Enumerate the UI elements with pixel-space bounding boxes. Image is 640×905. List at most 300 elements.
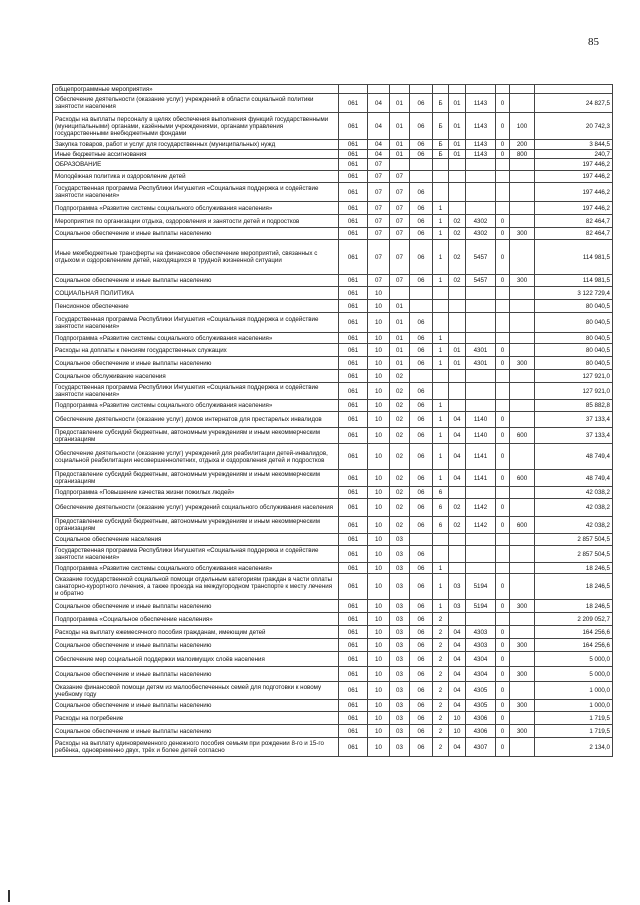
code-extra-cell: 0 [496, 626, 510, 639]
code-program-cell: 06 [410, 412, 433, 428]
code-expense-type-cell [510, 333, 535, 344]
row-name-cell: Социальное обеспечение и иные выплаты населению [53, 357, 339, 370]
table-row [53, 546, 613, 563]
code-subsection-cell: 02 [390, 499, 410, 517]
code-measure-cell [449, 400, 466, 412]
code-measure-cell: 01 [449, 150, 466, 159]
code-measure-cell: 02 [449, 517, 466, 534]
row-name-cell: Расходы на выплату ежемесячного пособия гражданам, имеющим детей [53, 626, 339, 639]
code-extra-cell: 0 [496, 470, 510, 487]
amount-cell: 3 122 729,4 [535, 287, 613, 300]
code-section-cell: 10 [368, 333, 390, 344]
code-expense-type-cell [510, 563, 535, 574]
code-extra-cell: 0 [496, 738, 510, 757]
row-name-cell: Молодёжная политика и оздоровление детей [53, 171, 339, 183]
code-expense-type-cell [510, 159, 535, 171]
code-expense-type-cell [510, 383, 535, 400]
code-subsection-cell: 03 [390, 626, 410, 639]
code-program-cell: 06 [410, 725, 433, 738]
code-measure-cell [449, 171, 466, 183]
table-row [53, 574, 613, 600]
code-measure-cell [449, 534, 466, 546]
code-section-cell: 07 [368, 159, 390, 171]
code-extra-cell [496, 183, 510, 202]
table-row [53, 113, 613, 140]
code-measure-cell: 04 [449, 444, 466, 470]
code-section-cell: 07 [368, 171, 390, 183]
code-subsection-cell: 03 [390, 712, 410, 725]
code-subprogram-cell: 2 [433, 738, 449, 757]
code-measure-cell [449, 313, 466, 333]
row-name-cell: Предоставление субсидий бюджетным, автономным учреждениям и иным некоммерческим организациям [53, 470, 339, 487]
code-direction-cell [466, 487, 496, 499]
code-subsection-cell: 03 [390, 652, 410, 667]
code-expense-type-cell [510, 738, 535, 757]
table-row [53, 202, 613, 215]
row-name-cell: Государственная программа Республики Ингушетия «Социальная поддержка и содействие занятости населения» [53, 313, 339, 333]
code-measure-cell [449, 487, 466, 499]
amount-cell: 2 134,0 [535, 738, 613, 757]
row-name-cell: Государственная программа Республики Ингушетия «Социальная поддержка и содействие занятости населения» [53, 183, 339, 202]
table-row [53, 444, 613, 470]
budget-table [52, 84, 613, 757]
code-subsection-cell [390, 287, 410, 300]
code-measure-cell: 04 [449, 652, 466, 667]
code-program-cell [410, 171, 433, 183]
code-measure-cell: 10 [449, 712, 466, 725]
amount-cell: 18 246,5 [535, 574, 613, 600]
table-row [53, 600, 613, 613]
code-measure-cell [449, 287, 466, 300]
code-direction-cell: 4301 [466, 344, 496, 357]
code-measure-cell: 01 [449, 344, 466, 357]
code-subsection-cell: 02 [390, 428, 410, 444]
code-subprogram-cell: 1 [433, 228, 449, 240]
row-name-cell: Иные межбюджетные трансферты на финансовое обеспечение мероприятий, связанных с отдыхом и оздоровлением детей, находящихся в трудной жизненной ситуации [53, 240, 339, 275]
code-measure-cell: 02 [449, 240, 466, 275]
code-subsection-cell: 07 [390, 215, 410, 228]
code-program-cell: 06 [410, 574, 433, 600]
code-direction-cell [466, 534, 496, 546]
code-extra-cell: 0 [496, 412, 510, 428]
table-row [53, 300, 613, 313]
code-subprogram-cell: 1 [433, 563, 449, 574]
code-program-cell: 06 [410, 600, 433, 613]
code-subsection-cell: 02 [390, 383, 410, 400]
row-name-cell: Обеспечение мер социальной поддержки малоимущих слоёв населения [53, 652, 339, 667]
amount-cell: 80 040,5 [535, 313, 613, 333]
row-name-cell: Предоставление субсидий бюджетным, автономным учреждениям и иным некоммерческим организациям [53, 517, 339, 534]
amount-cell: 240,7 [535, 150, 613, 159]
code-section-cell: 10 [368, 652, 390, 667]
table-row [53, 534, 613, 546]
amount-cell: 3 844,5 [535, 140, 613, 150]
code-subsection-cell: 02 [390, 444, 410, 470]
code-expense-type-cell [510, 652, 535, 667]
row-name-cell: Расходы на выплату единовременного денежного пособия семьям при рождении 8-го и 15-го ребёнка, одновременно двух, трёх и более детей согласно [53, 738, 339, 757]
code-extra-cell [496, 287, 510, 300]
amount-cell: 20 742,3 [535, 113, 613, 140]
code-admin-cell: 061 [339, 546, 368, 563]
code-expense-type-cell: 600 [510, 428, 535, 444]
code-subsection-cell: 01 [390, 140, 410, 150]
code-expense-type-cell: 300 [510, 357, 535, 370]
code-measure-cell: 02 [449, 228, 466, 240]
table-row [53, 344, 613, 357]
code-measure-cell: 03 [449, 600, 466, 613]
table-row [53, 400, 613, 412]
table-row [53, 499, 613, 517]
code-subsection-cell: 01 [390, 300, 410, 313]
code-program-cell: 06 [410, 215, 433, 228]
code-expense-type-cell [510, 344, 535, 357]
amount-cell: 37 133,4 [535, 412, 613, 428]
code-section-cell: 10 [368, 639, 390, 652]
code-admin-cell: 061 [339, 682, 368, 700]
code-extra-cell: 0 [496, 344, 510, 357]
code-extra-cell: 0 [496, 600, 510, 613]
code-admin-cell: 061 [339, 202, 368, 215]
code-direction-cell [466, 383, 496, 400]
code-program-cell: 06 [410, 626, 433, 639]
code-measure-cell: 01 [449, 94, 466, 113]
code-admin-cell: 061 [339, 313, 368, 333]
code-subprogram-cell: Б [433, 113, 449, 140]
code-subsection-cell: 03 [390, 725, 410, 738]
row-name-cell: Социальное обеспечение и иные выплаты населению [53, 275, 339, 287]
code-program-cell: 06 [410, 344, 433, 357]
code-measure-cell: 04 [449, 682, 466, 700]
code-subprogram-cell [433, 370, 449, 383]
code-program-cell: 06 [410, 682, 433, 700]
table-row [53, 470, 613, 487]
code-program-cell: 06 [410, 652, 433, 667]
code-program-cell [410, 159, 433, 171]
code-measure-cell: 02 [449, 499, 466, 517]
code-program-cell [410, 85, 433, 94]
row-name-cell: Оказание финансовой помощи детям из малообеспеченных семей для подготовки к новому учебному году [53, 682, 339, 700]
table-row [53, 383, 613, 400]
amount-cell: 127 921,0 [535, 370, 613, 383]
code-program-cell: 06 [410, 140, 433, 150]
code-subsection-cell: 02 [390, 400, 410, 412]
code-measure-cell: 04 [449, 738, 466, 757]
code-program-cell: 06 [410, 202, 433, 215]
code-program-cell: 06 [410, 400, 433, 412]
row-name-cell: Расходы на выплаты персоналу в целях обеспечения выполнения функций государственными (муниципальными) органами, казёнными учреждениями, органами управления государственными внебюджетными фондами [53, 113, 339, 140]
code-subprogram-cell [433, 85, 449, 94]
code-extra-cell [496, 370, 510, 383]
code-expense-type-cell: 800 [510, 150, 535, 159]
code-extra-cell: 0 [496, 275, 510, 287]
code-section-cell: 04 [368, 140, 390, 150]
code-subsection-cell: 03 [390, 546, 410, 563]
code-direction-cell: 4302 [466, 228, 496, 240]
code-section-cell: 10 [368, 487, 390, 499]
code-direction-cell: 4304 [466, 667, 496, 682]
code-section-cell: 10 [368, 546, 390, 563]
code-subprogram-cell: 2 [433, 682, 449, 700]
code-subprogram-cell [433, 171, 449, 183]
table-row [53, 487, 613, 499]
amount-cell: 164 256,6 [535, 626, 613, 639]
code-program-cell [410, 534, 433, 546]
code-section-cell: 07 [368, 228, 390, 240]
code-extra-cell: 0 [496, 517, 510, 534]
table-row [53, 613, 613, 626]
amount-cell: 82 464,7 [535, 228, 613, 240]
code-section-cell: 10 [368, 682, 390, 700]
code-direction-cell [466, 563, 496, 574]
code-admin-cell: 061 [339, 140, 368, 150]
code-extra-cell [496, 202, 510, 215]
row-name-cell: Обеспечение деятельности (оказание услуг) домов интернатов для престарелых инвалидов [53, 412, 339, 428]
code-admin-cell: 061 [339, 113, 368, 140]
code-subsection-cell: 03 [390, 682, 410, 700]
code-section-cell: 07 [368, 202, 390, 215]
table-row [53, 275, 613, 287]
code-subsection-cell [390, 159, 410, 171]
code-section-cell: 04 [368, 113, 390, 140]
row-name-cell: Подпрограмма «Развитие системы социального обслуживания населения» [53, 400, 339, 412]
code-section-cell: 04 [368, 150, 390, 159]
code-admin-cell: 061 [339, 725, 368, 738]
code-section-cell: 10 [368, 738, 390, 757]
code-admin-cell: 061 [339, 738, 368, 757]
code-measure-cell: 04 [449, 412, 466, 428]
row-name-cell: СОЦИАЛЬНАЯ ПОЛИТИКА [53, 287, 339, 300]
code-admin-cell: 061 [339, 370, 368, 383]
code-direction-cell [466, 400, 496, 412]
code-measure-cell: 03 [449, 574, 466, 600]
amount-cell: 1 000,0 [535, 682, 613, 700]
code-direction-cell: 1140 [466, 428, 496, 444]
code-section-cell: 10 [368, 626, 390, 639]
amount-cell: 80 040,5 [535, 300, 613, 313]
code-extra-cell [496, 159, 510, 171]
row-name-cell: Государственная программа Республики Ингушетия «Социальная поддержка и содействие занятости населения» [53, 383, 339, 400]
code-section-cell: 10 [368, 412, 390, 428]
code-subsection-cell: 02 [390, 470, 410, 487]
code-direction-cell: 4303 [466, 626, 496, 639]
code-program-cell: 06 [410, 470, 433, 487]
code-extra-cell: 0 [496, 140, 510, 150]
code-admin-cell: 061 [339, 171, 368, 183]
amount-cell: 2 857 504,5 [535, 534, 613, 546]
code-extra-cell: 0 [496, 712, 510, 725]
code-section-cell: 07 [368, 240, 390, 275]
amount-cell: 80 040,5 [535, 344, 613, 357]
table-row [53, 240, 613, 275]
row-name-cell: Обеспечение деятельности (оказание услуг) учреждений в области социальной политики занятости населения [53, 94, 339, 113]
code-subsection-cell: 02 [390, 412, 410, 428]
code-program-cell: 06 [410, 357, 433, 370]
code-extra-cell: 0 [496, 639, 510, 652]
code-direction-cell: 4302 [466, 215, 496, 228]
code-subprogram-cell [433, 546, 449, 563]
row-name-cell: Подпрограмма «Повышение качества жизни пожилых людей» [53, 487, 339, 499]
code-admin-cell: 061 [339, 412, 368, 428]
code-subprogram-cell: 1 [433, 240, 449, 275]
code-expense-type-cell: 100 [510, 113, 535, 140]
code-subprogram-cell [433, 313, 449, 333]
code-section-cell: 10 [368, 444, 390, 470]
code-direction-cell: 4305 [466, 682, 496, 700]
code-direction-cell: 4301 [466, 357, 496, 370]
code-expense-type-cell: 600 [510, 470, 535, 487]
amount-cell: 42 038,2 [535, 487, 613, 499]
code-subsection-cell: 01 [390, 344, 410, 357]
amount-cell: 1 000,0 [535, 700, 613, 712]
code-extra-cell [496, 546, 510, 563]
code-admin-cell: 061 [339, 159, 368, 171]
row-name-cell: Социальное обеспечение и иные выплаты населению [53, 639, 339, 652]
table-row [53, 333, 613, 344]
code-direction-cell [466, 85, 496, 94]
code-direction-cell: 4306 [466, 725, 496, 738]
table-row [53, 563, 613, 574]
code-extra-cell: 0 [496, 499, 510, 517]
code-admin-cell: 061 [339, 667, 368, 682]
code-direction-cell: 5457 [466, 240, 496, 275]
table-row [53, 738, 613, 757]
code-subsection-cell: 01 [390, 313, 410, 333]
code-extra-cell: 0 [496, 215, 510, 228]
code-program-cell: 06 [410, 487, 433, 499]
code-section-cell: 10 [368, 300, 390, 313]
code-measure-cell [449, 333, 466, 344]
code-extra-cell: 0 [496, 652, 510, 667]
amount-cell: 85 882,8 [535, 400, 613, 412]
code-subprogram-cell: 1 [433, 574, 449, 600]
code-measure-cell: 10 [449, 725, 466, 738]
code-direction-cell: 1142 [466, 499, 496, 517]
code-direction-cell [466, 159, 496, 171]
amount-cell: 5 000,0 [535, 652, 613, 667]
code-admin-cell: 061 [339, 534, 368, 546]
code-subsection-cell: 02 [390, 517, 410, 534]
code-direction-cell: 1143 [466, 94, 496, 113]
amount-cell: 197 446,2 [535, 159, 613, 171]
table-row [53, 313, 613, 333]
code-subsection-cell [390, 85, 410, 94]
amount-cell: 48 749,4 [535, 444, 613, 470]
code-direction-cell: 4303 [466, 639, 496, 652]
code-subprogram-cell [433, 534, 449, 546]
code-extra-cell: 0 [496, 725, 510, 738]
code-measure-cell [449, 613, 466, 626]
code-admin-cell: 061 [339, 94, 368, 113]
amount-cell: 2 209 052,7 [535, 613, 613, 626]
row-name-cell: Подпрограмма «Развитие системы социального обслуживания населения» [53, 563, 339, 574]
code-section-cell: 10 [368, 517, 390, 534]
table-row [53, 639, 613, 652]
code-direction-cell: 1141 [466, 444, 496, 470]
row-name-cell: Оказание государственной социальной помощи отдельным категориям граждан в части оплаты санаторно-курортного лечения, а также проезда на междугородном транспорте к месту лечения и обратно [53, 574, 339, 600]
code-program-cell: 06 [410, 383, 433, 400]
code-expense-type-cell [510, 183, 535, 202]
row-name-cell: Расходы на доплаты к пенсиям государственных служащих [53, 344, 339, 357]
code-measure-cell [449, 563, 466, 574]
amount-cell: 197 446,2 [535, 171, 613, 183]
code-measure-cell: 04 [449, 639, 466, 652]
code-direction-cell [466, 313, 496, 333]
code-direction-cell: 1143 [466, 113, 496, 140]
code-subsection-cell: 03 [390, 667, 410, 682]
code-expense-type-cell [510, 240, 535, 275]
amount-cell: 114 981,5 [535, 275, 613, 287]
row-name-cell: Подпрограмма «Развитие системы социального обслуживания населения» [53, 202, 339, 215]
code-subprogram-cell [433, 383, 449, 400]
code-subsection-cell: 02 [390, 487, 410, 499]
code-subprogram-cell: 1 [433, 275, 449, 287]
code-program-cell: 06 [410, 113, 433, 140]
row-name-cell: Социальное обеспечение и иные выплаты населению [53, 667, 339, 682]
table-row [53, 85, 613, 94]
code-admin-cell: 061 [339, 228, 368, 240]
code-direction-cell [466, 333, 496, 344]
code-subsection-cell: 01 [390, 113, 410, 140]
code-extra-cell: 0 [496, 700, 510, 712]
code-direction-cell [466, 370, 496, 383]
amount-cell [535, 85, 613, 94]
code-measure-cell [449, 159, 466, 171]
code-subprogram-cell: 1 [433, 470, 449, 487]
code-expense-type-cell [510, 171, 535, 183]
code-extra-cell: 0 [496, 444, 510, 470]
code-subsection-cell: 03 [390, 574, 410, 600]
code-admin-cell: 061 [339, 383, 368, 400]
amount-cell: 42 038,2 [535, 499, 613, 517]
code-measure-cell [449, 300, 466, 313]
code-expense-type-cell [510, 300, 535, 313]
code-extra-cell [496, 171, 510, 183]
amount-cell: 24 827,5 [535, 94, 613, 113]
row-name-cell: Обеспечение деятельности (оказание услуг) учреждений для реабилитации детей-инвалидов, социальной реабилитации несовершеннолетних, отдыха и оздоровления детей и подростков [53, 444, 339, 470]
code-direction-cell [466, 183, 496, 202]
code-subprogram-cell: 2 [433, 652, 449, 667]
code-extra-cell [496, 333, 510, 344]
code-section-cell: 10 [368, 725, 390, 738]
code-expense-type-cell: 200 [510, 140, 535, 150]
code-expense-type-cell [510, 215, 535, 228]
code-subsection-cell: 03 [390, 534, 410, 546]
table-row [53, 94, 613, 113]
code-expense-type-cell: 300 [510, 600, 535, 613]
code-program-cell: 06 [410, 563, 433, 574]
code-subsection-cell: 01 [390, 150, 410, 159]
code-expense-type-cell [510, 499, 535, 517]
code-subprogram-cell: 1 [433, 344, 449, 357]
code-subprogram-cell: Б [433, 140, 449, 150]
row-name-cell: Социальное обеспечение и иные выплаты населению [53, 600, 339, 613]
code-expense-type-cell [510, 487, 535, 499]
code-section-cell: 10 [368, 357, 390, 370]
code-subsection-cell: 07 [390, 275, 410, 287]
code-program-cell: 06 [410, 444, 433, 470]
code-section-cell: 10 [368, 600, 390, 613]
code-expense-type-cell [510, 287, 535, 300]
code-expense-type-cell [510, 313, 535, 333]
code-program-cell: 06 [410, 333, 433, 344]
code-program-cell: 06 [410, 150, 433, 159]
amount-cell: 197 446,2 [535, 183, 613, 202]
code-measure-cell: 04 [449, 428, 466, 444]
code-subsection-cell: 07 [390, 171, 410, 183]
code-subprogram-cell: 2 [433, 700, 449, 712]
code-extra-cell [496, 534, 510, 546]
code-admin-cell: 061 [339, 700, 368, 712]
